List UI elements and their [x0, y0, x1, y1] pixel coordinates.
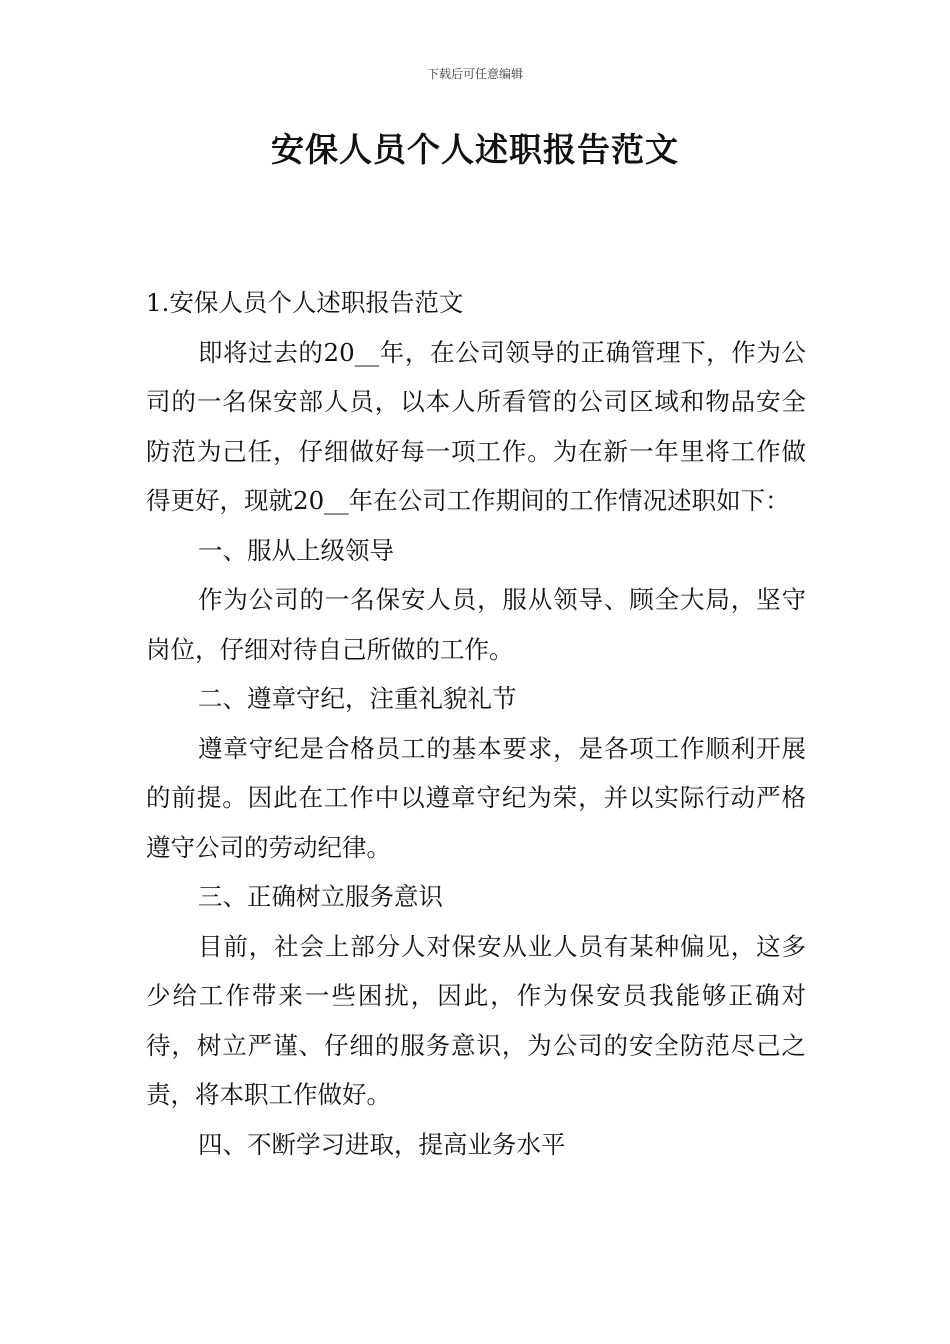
document-body — [146, 278, 806, 1169]
heading-3: 三、正确树立服务意识 — [198, 882, 443, 911]
paragraph-3: 目前，社会上部分人对保安从业人员有某种偏见，这多少给工作带来一些困扰，因此，作为保安员我能够正确对待，树立严谨、仔细的服务意识，为公司的安全防范尽己之责，将本职工作做好。 — [146, 931, 806, 1109]
heading-1: 一、服从上级领导 — [198, 535, 394, 565]
heading-4: 四、不断学习进取，提高业务水平 — [198, 1129, 566, 1159]
heading-2: 二、遵章守纪，注重礼貌礼节 — [198, 684, 517, 713]
header-note: 下载后可任意编辑 — [426, 67, 523, 81]
document-title: 安保人员个人述职报告范文 — [271, 130, 679, 169]
section-title: 1.安保人员个人述职报告范文 — [146, 288, 464, 317]
intro-paragraph: 即将过去的20__年，在公司领导的正确管理下，作为公司的一名保安部人员，以本人所看管的公司区域和物品安全防范为己任，仔细做好每一项工作。为在新一年里将工作做得更好，现就20__年在公司工作期间的工作情况述职如下： — [146, 337, 806, 515]
paragraph-1: 作为公司的一名保安人员，服从领导、顾全大局，坚守岗位，仔细对待自己所做的工作。 — [146, 585, 806, 664]
paragraph-2: 遵章守纪是合格员工的基本要求，是各项工作顺利开展的前提。因此在工作中以遵章守纪为荣，并以实际行动严格遵守公司的劳动纪律。 — [146, 733, 806, 862]
